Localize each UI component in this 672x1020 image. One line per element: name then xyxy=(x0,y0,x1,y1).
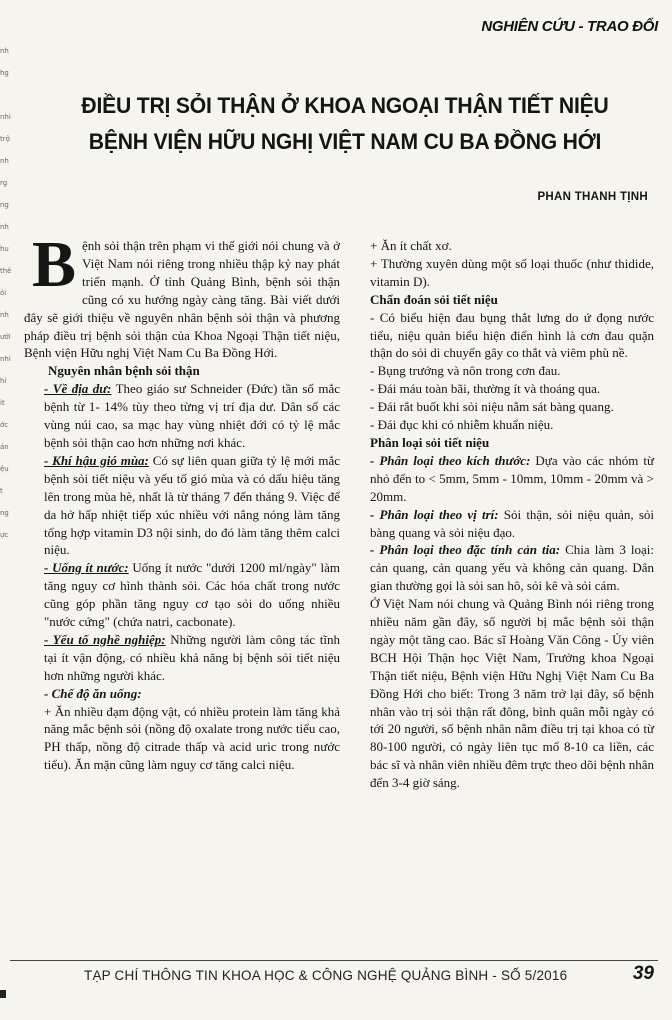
margin-scrap xyxy=(0,722,14,744)
heading-diagnosis: Chẩn đoán sỏi tiết niệu xyxy=(370,291,498,307)
intro-paragraph xyxy=(24,228,340,362)
margin-bleed-text xyxy=(0,40,14,898)
margin-scrap: thê xyxy=(0,267,12,275)
margin-scrap xyxy=(0,744,14,766)
class-by-position xyxy=(356,506,654,542)
margin-scrap xyxy=(0,656,14,678)
margin-scrap xyxy=(0,546,14,568)
margin-scrap: nh xyxy=(0,223,9,231)
cause-occupation-label: - Yếu tố nghề nghiệp: xyxy=(44,631,166,647)
cause-water-text: Uống ít nước "dưới 1200 ml/ngày" làm tăng nguy cơ hình thành sỏi. Các hóa chất trong nước cũng góp phần tăng nguy cơ tạo sỏi do uống nhiều "nước cứng" (chứa natri, cacbonate). xyxy=(44,560,341,630)
class-by-size-label: - Phân loại theo kích thước: xyxy=(370,452,531,468)
margin-scrap: rg xyxy=(0,179,8,187)
class-by-position-label: - Phân loại theo vị trí: xyxy=(370,506,499,522)
margin-scrap xyxy=(0,590,14,612)
cause-diet: + Ăn nhiều đạm động vật, có nhiều protein làm tăng khả năng mắc bệnh sỏi (nồng độ oxalate trong nước tiểu cao, PH thấp, nồng độ citrade thấp và acid uric trong nước tiểu). Ăn mặn cũng làm nguy cơ tăng calci niệu. xyxy=(44,703,340,773)
margin-scrap xyxy=(0,876,14,898)
margin-scrap: nhi xyxy=(0,355,11,363)
diagnosis-item-4: - Đái rắt buốt khi sỏi niệu nằm sát bàng quang. xyxy=(370,399,614,415)
diagnosis-item-3: - Đái máu toàn bãi, thường ít và thoáng qua. xyxy=(370,381,601,397)
margin-scrap xyxy=(0,678,14,700)
margin-scrap: ực xyxy=(0,531,9,539)
margin-scrap: án xyxy=(0,443,9,451)
diagnosis-item-2: - Bụng trướng và nôn trong cơn đau. xyxy=(370,363,561,379)
margin-scrap: ệu xyxy=(0,465,9,473)
right-column xyxy=(356,237,654,792)
statistics-paragraph: Ở Việt Nam nói chung và Quảng Bình nói riêng trong nhiều năm gần đây, số người bị mắc bệnh sỏi thận ngày một tăng cao. Bác sĩ Hoàng Văn Công - Ủy viên BCH Hội Thận học Việt Nam, Trưởng khoa Ngoại Thận tiết niệu, Bệnh viện Hữu Nghị Việt Nam Cu Ba Đồng Hới cho biết: Trong 3 năm trở lại đây, số bệnh nhân vào trị sỏi thận rất đông, bình quân mỗi ngày có tới 20 người, số bệnh nhân nằm điều trị tại khoa có từ 80-100 người, có ngày liên tục mổ 8-10 ca liền, các bác sĩ và nhân viên nhiều đêm trực theo dõi bệnh nhân đến 3-4 giờ sáng. xyxy=(370,596,654,791)
margin-scrap xyxy=(0,84,14,106)
margin-scrap xyxy=(0,612,14,634)
cause-diet-label xyxy=(24,685,340,703)
margin-scrap: trộ xyxy=(0,135,10,143)
margin-scrap: ng xyxy=(0,201,9,209)
margin-scrap xyxy=(0,634,14,656)
cause-occupation xyxy=(24,631,340,685)
cause-diet-label-text: - Chế độ ăn uống: xyxy=(44,685,142,701)
margin-scrap: ớc xyxy=(0,421,9,429)
margin-scrap xyxy=(0,700,14,722)
margin-scrap: ng xyxy=(0,509,9,517)
cause-geography xyxy=(24,380,340,452)
drop-cap: B xyxy=(32,228,77,301)
margin-scrap: ỏi xyxy=(0,289,7,297)
margin-scrap: nh xyxy=(0,311,9,319)
diagnosis-item-5: - Đái đục khi có nhiễm khuẩn niệu. xyxy=(370,417,554,433)
margin-scrap: hg xyxy=(0,69,9,77)
margin-scrap: it xyxy=(0,399,5,407)
heading-causes: Nguyên nhân bệnh sỏi thận xyxy=(48,363,200,379)
cause-occupation-text: Những người làm công tác tĩnh tại ít vận động, có nhiều khả năng bị bệnh sỏi tiết niệu hơn những người khác. xyxy=(44,631,340,683)
class-by-radiopacity-label: - Phân loại theo đặc tính cản tia: xyxy=(370,542,561,558)
footer-divider xyxy=(10,960,658,961)
cause-drugs: + Thường xuyên dùng một số loại thuốc (như thidide, vitamin D). xyxy=(370,255,654,289)
margin-scrap: nh xyxy=(0,157,9,165)
class-by-size xyxy=(356,452,654,506)
title-line-1: ĐIỀU TRỊ SỎI THẬN Ở KHOA NGOẠI THẬN TIẾT NIỆU xyxy=(81,93,609,118)
cause-climate-label: - Khí hậu gió mùa: xyxy=(44,452,149,468)
class-by-position-text: Sỏi thận, sỏi niệu quản, sỏi bàng quang và sỏi niệu đạo. xyxy=(370,506,655,540)
left-column xyxy=(24,228,341,774)
margin-scrap: nh xyxy=(0,47,9,55)
margin-scrap: t xyxy=(0,487,3,495)
cause-geography-text: Theo giáo sư Schneider (Đức) tần số mắc bệnh từ 1- 14% tùy theo từng vị trí địa dư. Dân số các vùng núi cao, sa mạc hay vùng nhiệt đới có tỷ lệ mắc bệnh sỏi thận cao hơn những nơi khác. xyxy=(44,381,340,450)
margin-scrap xyxy=(0,832,14,854)
crop-mark xyxy=(0,990,6,998)
margin-scrap: ưới xyxy=(0,333,11,341)
author-name: PHAN THANH TỊNH xyxy=(537,191,648,203)
margin-scrap xyxy=(0,788,14,810)
class-by-radiopacity xyxy=(356,541,654,595)
title-line-2: BỆNH VIỆN HỮU NGHỊ VIỆT NAM CU BA ĐỒNG HỚI xyxy=(88,129,602,154)
article-title xyxy=(52,88,638,160)
cause-climate xyxy=(24,452,340,559)
cause-climate-text: Có sự liên quan giữa tỷ lệ mới mắc bệnh sỏi tiết niệu và yếu tố gió mùa và có dấu hiệu tăng lên trong mùa hè, nhất là từ tháng 7 đến tháng 9. Việc để da hở hấp nhiệt tiếp xúc nhiều với nắng nóng làm tăng tổng hợp vitamin D3 nội sinh, do đó làm tăng thêm calci niệu. xyxy=(44,452,340,558)
cause-fiber: + Ăn ít chất xơ. xyxy=(370,238,452,253)
margin-scrap: hu xyxy=(0,245,9,253)
class-by-radiopacity-text: Chia làm 3 loại: cản quang, cản quang yếu và không cản quang. Dân gian thường gọi là sỏi san hô, sỏi kê và sỏi cám. xyxy=(370,542,654,594)
class-by-size-text: Dựa vào các nhóm từ nhỏ đến to < 5mm, 5mm - 10mm, 10mm - 20mm và > 20mm. xyxy=(370,452,654,504)
margin-scrap xyxy=(0,854,14,876)
cause-water xyxy=(24,559,340,631)
margin-scrap: nhi xyxy=(0,113,11,121)
page-number: 39 xyxy=(632,963,654,984)
heading-classification: Phân loại sỏi tiết niệu xyxy=(370,434,490,450)
journal-footer: TẠP CHÍ THÔNG TIN KHOA HỌC & CÔNG NGHỆ QUẢNG BÌNH - SỐ 5/2016 xyxy=(84,968,568,983)
intro-text: ệnh sỏi thận trên phạm vi thế giới nói chung và ở Việt Nam nói riêng trong nhiều thập kỷ nay phát triển mạnh. Ở tỉnh Quảng Bình, bệnh sỏi thận cũng có xu hướng ngày càng tăng. Bài viết dưới đây sẽ giới thiệu về nguyên nhân bệnh sỏi thận và phương pháp điều trị bệnh sỏi thận của Khoa Ngoại Thận tiết niệu, Bệnh viện Hữu nghị Việt Nam Cu Ba Đồng Hới. xyxy=(24,238,340,361)
margin-scrap xyxy=(0,766,14,788)
margin-scrap xyxy=(0,810,14,832)
cause-water-label: - Uống ít nước: xyxy=(44,560,129,576)
cause-geography-label: - Về địa dư: xyxy=(44,381,112,397)
margin-scrap xyxy=(0,568,14,590)
margin-scrap: hi xyxy=(0,377,7,385)
diagnosis-item-1: - Có biểu hiện đau bụng thắt lưng do ứ đọng nước tiểu, niệu quản biểu hiện điển hình là cơn đau quặn thận do sỏi di chuyển gây co thắt và viêm phù nề. xyxy=(370,309,654,361)
section-header: NGHIÊN CỨU - TRAO ĐỔI xyxy=(481,18,658,35)
